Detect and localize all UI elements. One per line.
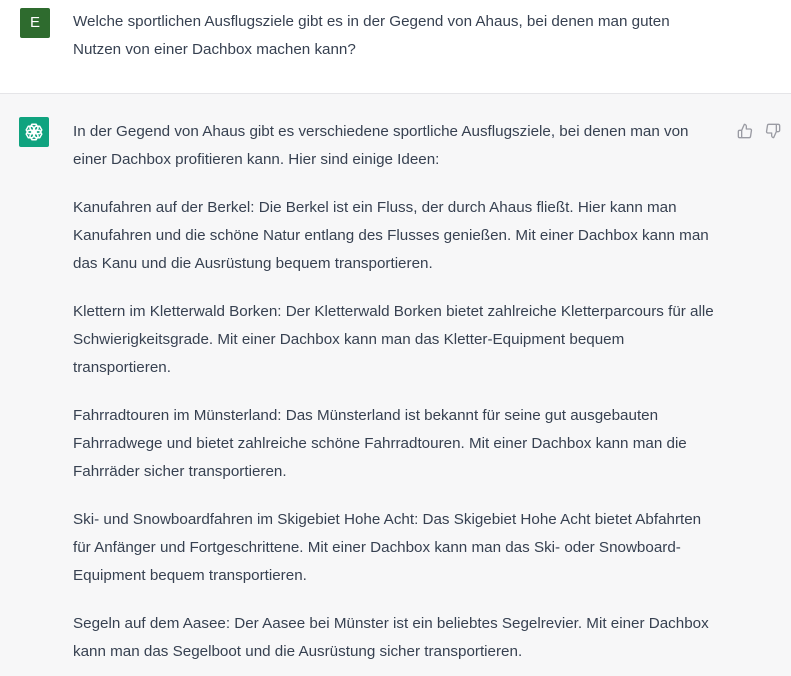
user-message-text: Welche sportlichen Ausflugsziele gibt es in der Gegend von Ahaus, bei denen man guten Nutzen von einer Dachbox machen kann? bbox=[73, 13, 670, 58]
feedback-actions bbox=[736, 122, 782, 140]
thumbs-down-icon[interactable] bbox=[764, 122, 782, 140]
user-avatar: E bbox=[20, 8, 50, 38]
assistant-message-row bbox=[0, 94, 791, 676]
thumbs-up-icon[interactable] bbox=[736, 122, 754, 140]
answer-paragraph: Kanufahren auf der Berkel: Die Berkel ist ein Fluss, der durch Ahaus fließt. Hier kann man Kanufahren und die schöne Natur entlang des Flusses genießen. Mit einer Dachbox kann man das Kanu und die Ausrüstung bequem transportieren. bbox=[73, 199, 709, 272]
answer-paragraph: Klettern im Kletterwald Borken: Der Kletterwald Borken bietet zahlreiche Kletterparcours für alle Schwierigkeitsgrade. Mit einer Dachbox kann man das Kletter-Equipment bequem transportieren. bbox=[73, 303, 714, 376]
assistant-answer bbox=[73, 118, 723, 676]
answer-paragraph: Segeln auf dem Aasee: Der Aasee bei Münster ist ein beliebtes Segelrevier. Mit einer Dachbox kann man das Segelboot und die Ausrüstung sicher transportieren. bbox=[73, 615, 709, 660]
user-message-row bbox=[0, 0, 791, 94]
openai-logo-icon bbox=[19, 117, 49, 147]
answer-paragraph: Ski- und Snowboardfahren im Skigebiet Hohe Acht: Das Skigebiet Hohe Acht bietet Abfahrten für Anfänger und Fortgeschrittene. Mit einer Dachbox kann man das Ski- oder Snowboard-Equipment bequem transportieren. bbox=[73, 511, 702, 584]
answer-paragraph: In der Gegend von Ahaus gibt es verschiedene sportliche Ausflugsziele, bei denen man von einer Dachbox profitieren kann. Hier sind einige Ideen: bbox=[73, 123, 689, 168]
answer-paragraph: Fahrradtouren im Münsterland: Das Münsterland ist bekannt für seine gut ausgebauten Fahrradwege und bietet zahlreiche schöne Fahrradtouren. Mit einer Dachbox kann man die Fahrräder sicher transportieren. bbox=[73, 407, 687, 480]
